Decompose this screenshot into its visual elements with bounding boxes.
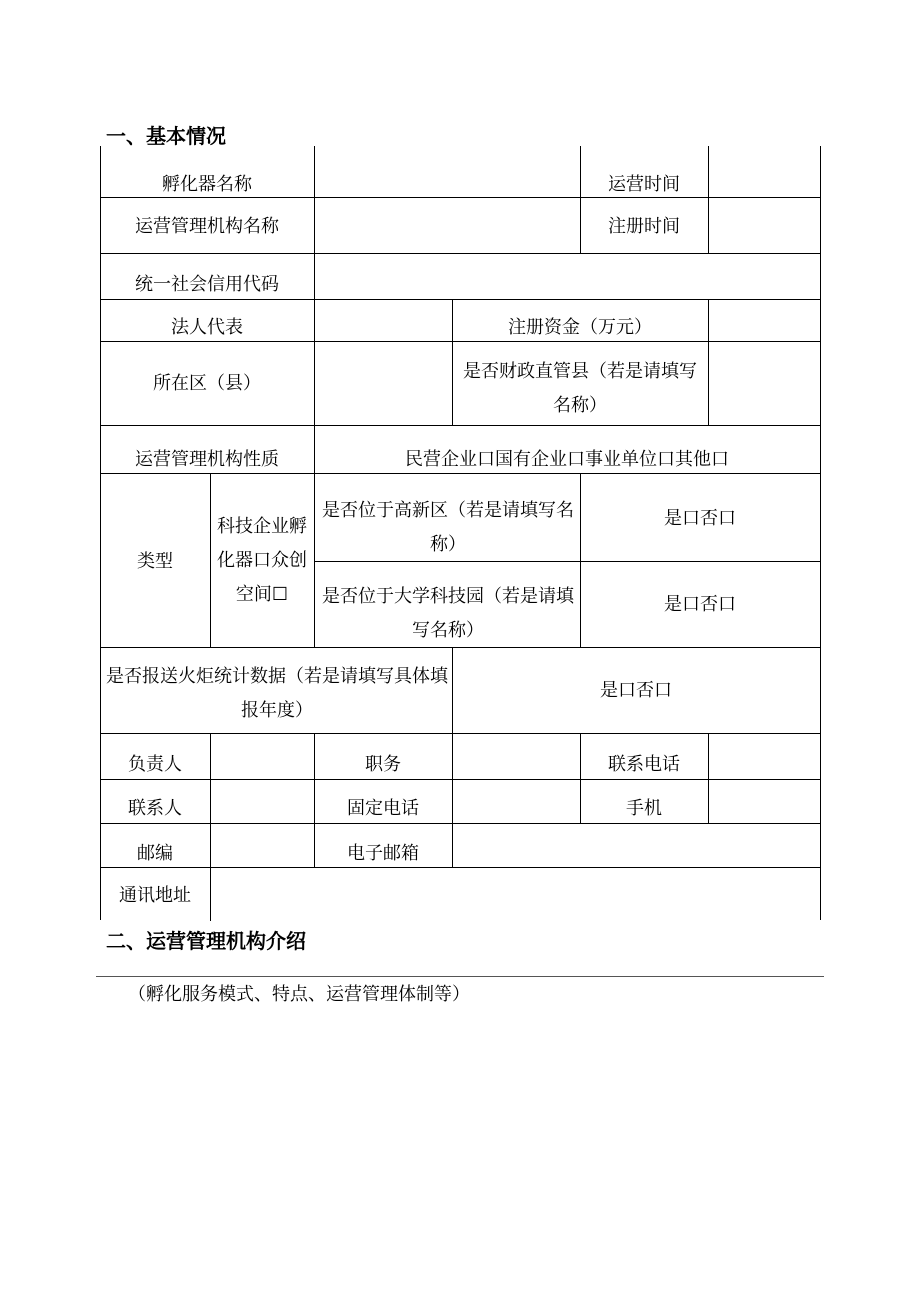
head-label: 负责人 — [128, 754, 182, 775]
torch-value[interactable]: 是口否口 — [600, 680, 672, 701]
univ-park-label: 是否位于大学科技园（若是请填写名称） — [322, 586, 574, 641]
landline-label: 固定电话 — [347, 798, 419, 819]
legal-rep-label: 法人代表 — [171, 317, 243, 338]
section2-hint: （孵化服务模式、特点、运营管理体制等） — [128, 984, 470, 1005]
email-label: 电子邮箱 — [347, 843, 419, 864]
incubator-name-label: 孵化器名称 — [162, 174, 252, 195]
operation-time-label: 运营时间 — [608, 174, 680, 195]
type-label: 类型 — [137, 551, 173, 572]
torch-label: 是否报送火炬统计数据（若是请填写具体填报年度） — [106, 666, 448, 721]
phone-label: 联系电话 — [608, 754, 680, 775]
register-time-label: 注册时间 — [608, 216, 680, 237]
org-name-label: 运营管理机构名称 — [135, 216, 279, 237]
org-nature-options[interactable]: 民营企业口国有企业口事业单位口其他口 — [405, 449, 729, 470]
contact-label: 联系人 — [128, 798, 182, 819]
credit-code-label: 统一社会信用代码 — [135, 274, 279, 295]
postcode-label: 邮编 — [137, 843, 173, 864]
address-label: 通讯地址 — [119, 885, 191, 906]
type-options[interactable]: 科技企业孵化器口众创空间☐ — [217, 516, 307, 605]
section2-divider — [96, 976, 824, 977]
section1-title: 一、基本情况 — [106, 124, 226, 148]
district-label: 所在区（县） — [153, 373, 261, 394]
position-label: 职务 — [365, 754, 401, 775]
org-nature-label: 运营管理机构性质 — [135, 449, 279, 470]
capital-label: 注册资金（万元） — [508, 317, 652, 338]
section2-title: 二、运营管理机构介绍 — [106, 929, 306, 953]
mobile-label: 手机 — [626, 798, 662, 819]
univ-park-value[interactable]: 是口否口 — [664, 594, 736, 615]
fiscal-county-label: 是否财政直管县（若是请填写名称） — [463, 361, 697, 416]
hitech-zone-value[interactable]: 是口否口 — [664, 508, 736, 529]
hitech-zone-label: 是否位于高新区（若是请填写名称） — [322, 500, 574, 555]
